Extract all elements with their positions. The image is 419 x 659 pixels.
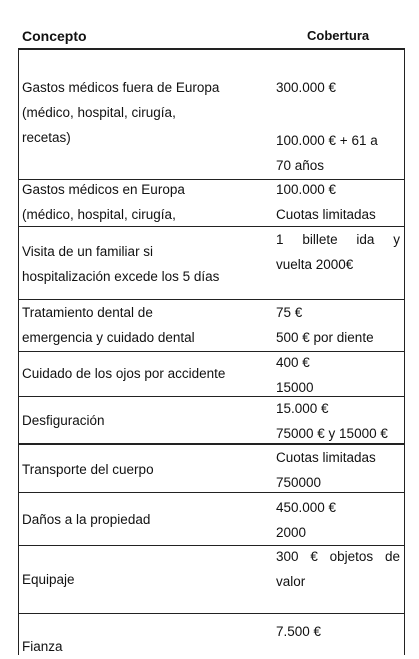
row-2-cobertura: 100.000 € Cuotas limitadas [276,182,376,222]
header-cobertura: Cobertura [307,28,370,43]
row-5-cobertura: 400 € 15000 [276,355,314,395]
row-4-cobertura: 75 € 500 € por diente [276,305,374,345]
row-7-concepto: Transporte del cuerpo [22,462,154,477]
row-1-concepto: Gastos médicos fuera de Europa (médico, hospital, cirugía, recetas) [22,80,220,145]
row-4-concepto: Tratamiento dental de emergencia y cuidado dental [22,305,195,345]
row-divider [18,613,404,614]
row-3-cobertura-b: vuelta 2000€ [276,257,354,272]
row-8-cobertura: 450.000 € 2000 [276,500,337,540]
row-7-cobertura: Cuotas limitadas 750000 [276,450,376,490]
row-6-concepto: Desfiguración [22,413,105,428]
row-10-cobertura: 7.500 € [276,624,322,639]
header-rule [18,48,404,50]
row-10-concepto: Fianza [22,639,63,654]
row-8-concepto: Daños a la propiedad [22,512,151,527]
row-3-cobertura-a: 1 billete ida y [276,232,400,247]
row-6-cobertura: 15.000 € 75000 € y 15000 € [276,401,388,441]
table-left-border [18,48,19,655]
table-right-border [404,48,405,655]
row-1-cobertura-b: 100.000 € + 61 a 70 años [276,133,378,173]
row-2-concepto: Gastos médicos en Europa (médico, hospital, cirugía, [22,182,185,222]
row-9-cobertura-a: 300 € objetos de [276,549,400,564]
table-header [22,28,402,46]
row-9-concepto: Equipaje [22,572,75,587]
row-1-cobertura-a: 300.000 € [276,80,337,95]
row-9-cobertura-b: valor [276,574,306,589]
row-3-concepto: Visita de un familiar si hospitalización excede los 5 días [22,244,220,284]
row-5-concepto: Cuidado de los ojos por accidente [22,366,226,381]
header-concepto: Concepto [22,28,87,44]
